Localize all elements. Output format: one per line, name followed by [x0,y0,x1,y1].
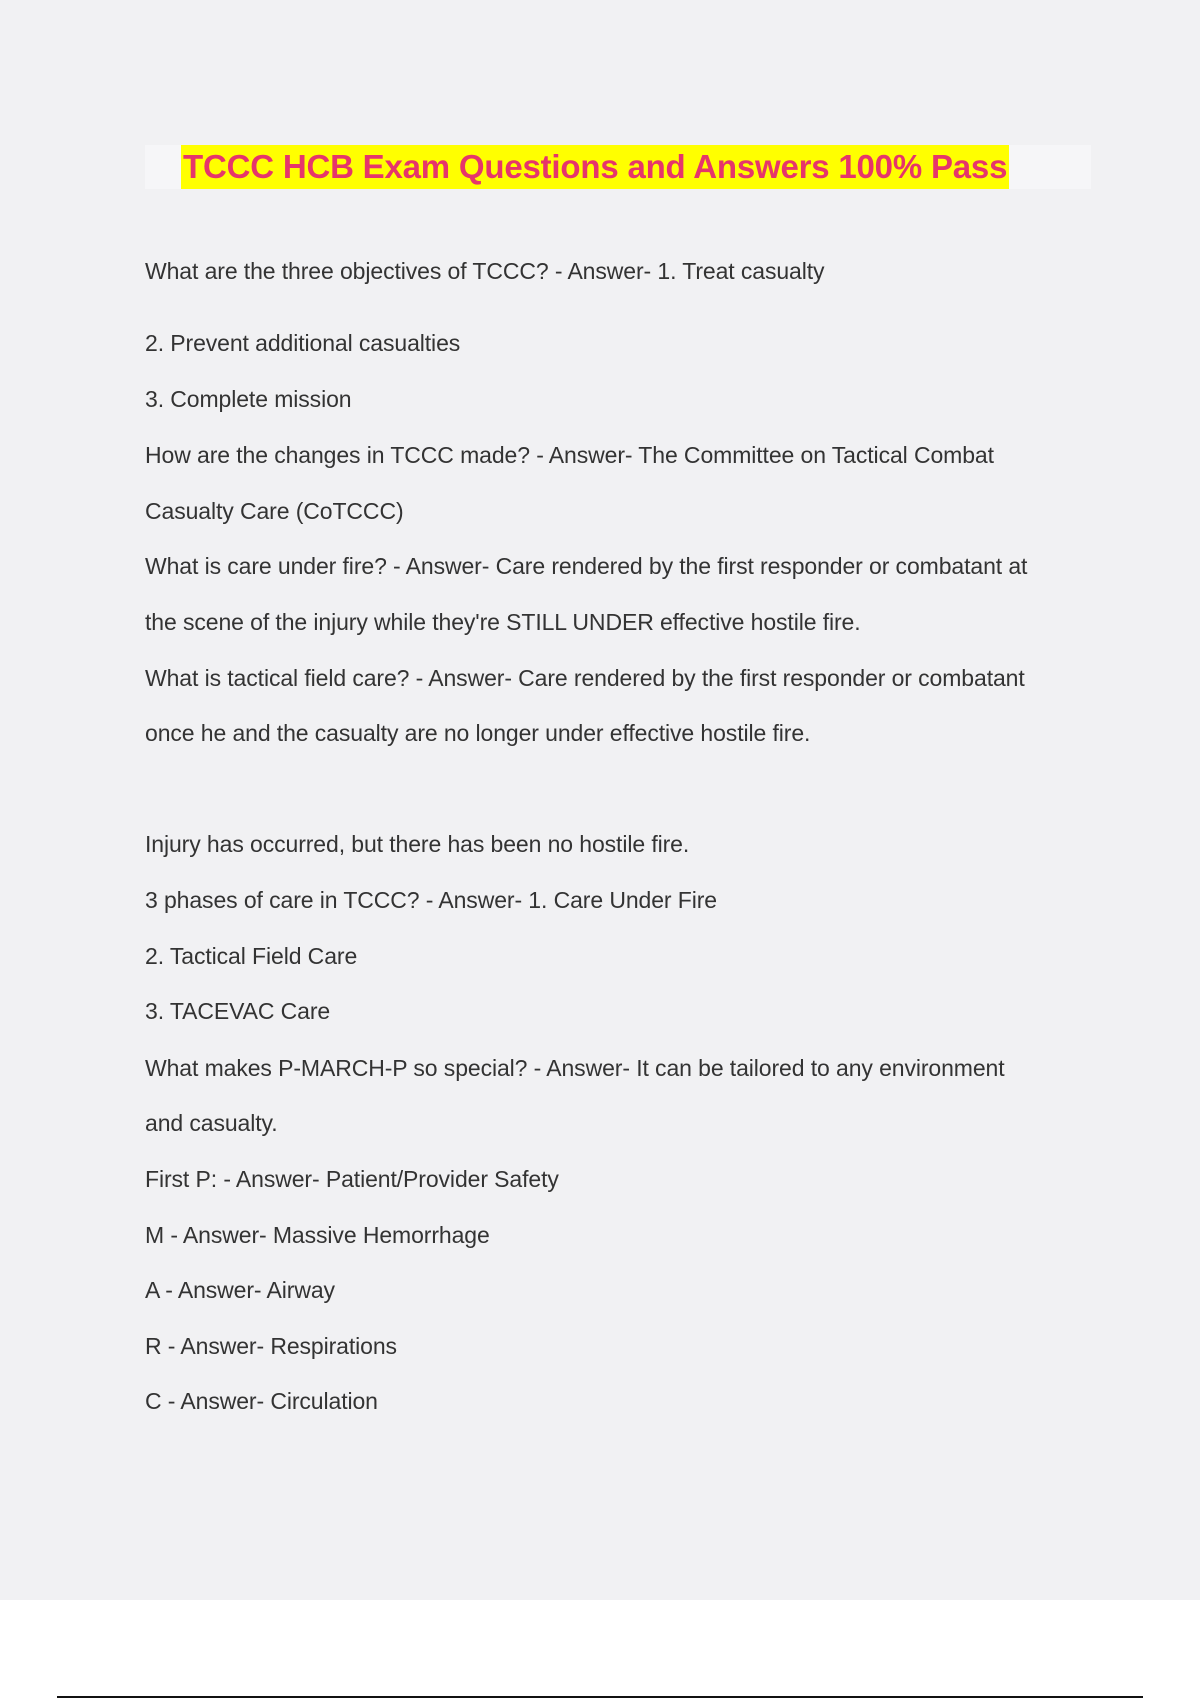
text-line: and casualty. [145,1110,278,1136]
footer-divider [57,1696,1143,1698]
text-line: C - Answer- Circulation [145,1388,378,1414]
text-line: How are the changes in TCCC made? - Answer- The Committee on Tactical Combat [145,442,994,468]
text-line: What are the three objectives of TCCC? - Answer- 1. Treat casualty [145,258,825,284]
text-line: What is tactical field care? - Answer- Care rendered by the first responder or combatant [145,665,1025,691]
text-line: 2. Prevent additional casualties [145,330,461,356]
text-line: 3. TACEVAC Care [145,998,331,1024]
text-line: A - Answer- Airway [145,1277,335,1303]
text-line: once he and the casualty are no longer under effective hostile fire. [145,720,811,746]
text-line: Injury has occurred, but there has been no hostile fire. [145,831,690,857]
text-line: 3. Complete mission [145,386,352,412]
text-line: What is care under fire? - Answer- Care rendered by the first responder or combatant at [145,553,1028,579]
text-line: R - Answer- Respirations [145,1333,397,1359]
text-line: the scene of the injury while they're STILL UNDER effective hostile fire. [145,609,861,635]
text-line: Casualty Care (CoTCCC) [145,498,404,524]
document-title: TCCC HCB Exam Questions and Answers 100% Pass [181,145,1009,189]
text-line: What makes P-MARCH-P so special? - Answer- It can be tailored to any environment [145,1055,1005,1081]
text-line: 2. Tactical Field Care [145,943,358,969]
text-line: First P: - Answer- Patient/Provider Safety [145,1166,559,1192]
text-line: M - Answer- Massive Hemorrhage [145,1222,490,1248]
text-line: 3 phases of care in TCCC? - Answer- 1. Care Under Fire [145,887,717,913]
